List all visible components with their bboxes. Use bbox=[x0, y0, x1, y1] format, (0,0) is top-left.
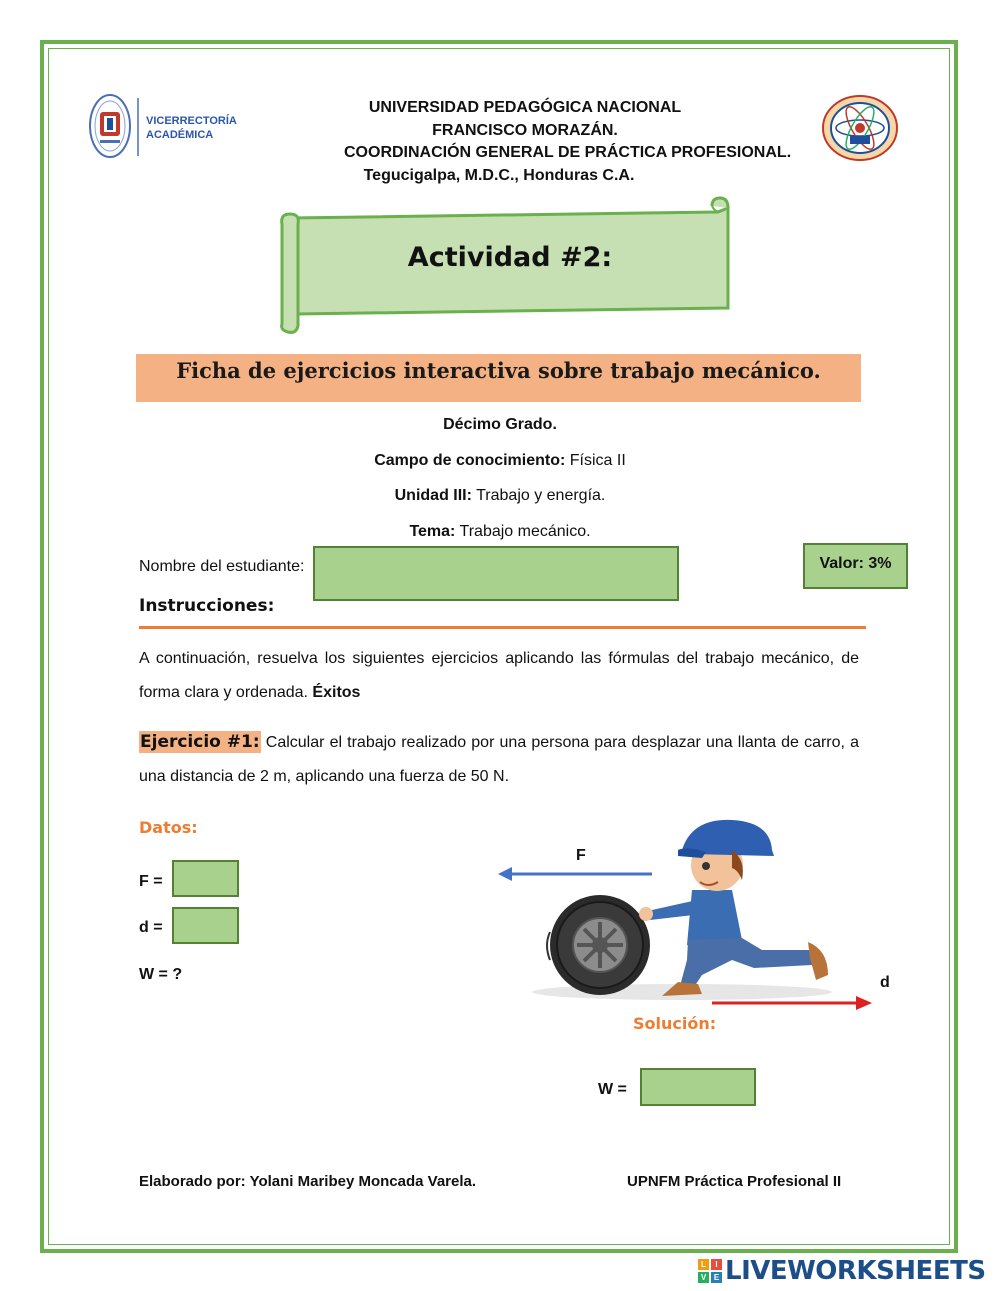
datos-title: Datos: bbox=[139, 818, 198, 837]
logo-line-2: ACADÉMICA bbox=[146, 129, 214, 141]
info-grade: Décimo Grado. bbox=[443, 416, 557, 433]
solucion-title: Solución: bbox=[633, 1014, 717, 1033]
worksheet-banner bbox=[136, 354, 861, 402]
force-label: F bbox=[576, 847, 586, 864]
w-label: W = bbox=[598, 1081, 627, 1098]
worksheet-title: Ficha de ejercicios interactiva sobre trabajo mecánico. bbox=[176, 358, 821, 383]
exercise-title: Ejercicio #1: bbox=[140, 732, 260, 752]
distance-label: d bbox=[880, 974, 890, 991]
brand-name: LIVEWORKSHEETS bbox=[725, 1256, 986, 1286]
header-line-university: UNIVERSIDAD PEDAGÓGICA NACIONAL bbox=[368, 99, 682, 116]
vicerrectoria-logo bbox=[88, 90, 238, 162]
info-tema: Tema: Trabajo mecánico. bbox=[409, 523, 591, 540]
student-name-input[interactable] bbox=[313, 546, 679, 601]
f-input[interactable] bbox=[172, 860, 239, 897]
header-line-location: Tegucigalpa, M.D.C., Honduras C.A. bbox=[363, 166, 635, 184]
w-question-label: W = ? bbox=[139, 966, 183, 983]
info-unidad: Unidad III: Trabajo y energía. bbox=[394, 487, 606, 504]
boy-pushing-tire-illustration bbox=[492, 810, 900, 1014]
header-line-francisco: FRANCISCO MORAZÁN. bbox=[432, 121, 618, 139]
instructions-text: A continuación, resuelva los siguientes ejercicios aplicando las fórmulas del trabajo mecánico, de forma clara y ordenada. Éxitos bbox=[139, 650, 859, 701]
valor-badge: Valor: 3% bbox=[803, 543, 908, 589]
w-answer-input[interactable] bbox=[640, 1068, 756, 1106]
instructions-divider bbox=[139, 626, 866, 629]
brand-blocks-icon: L I V E bbox=[698, 1259, 722, 1283]
info-campo: Campo de conocimiento: Física II bbox=[374, 452, 626, 469]
activity-title: Actividad #2: bbox=[407, 242, 613, 273]
d-input[interactable] bbox=[172, 907, 239, 944]
f-label: F = bbox=[139, 873, 163, 890]
exercise-statement: Ejercicio #1: Calcular el trabajo realizado por una persona para desplazar una llanta de carro, a una distancia de 2 m, aplicando una fuerza de 50 N. bbox=[139, 732, 859, 785]
liveworksheets-brand bbox=[698, 1256, 986, 1286]
logo-line-1: VICERRECTORÍA bbox=[146, 115, 237, 127]
student-name-label: Nombre del estudiante: bbox=[139, 558, 305, 575]
course-credit: UPNFM Práctica Profesional II bbox=[627, 1173, 842, 1190]
instructions-title: Instrucciones: bbox=[139, 596, 275, 616]
author-credit: Elaborado por: Yolani Maribey Moncada Varela. bbox=[139, 1173, 477, 1190]
institution-header bbox=[300, 97, 792, 187]
header-line-coordinacion: COORDINACIÓN GENERAL DE PRÁCTICA PROFESIONAL. bbox=[344, 144, 792, 161]
atom-seal-logo bbox=[820, 94, 900, 162]
d-label: d = bbox=[139, 919, 163, 936]
